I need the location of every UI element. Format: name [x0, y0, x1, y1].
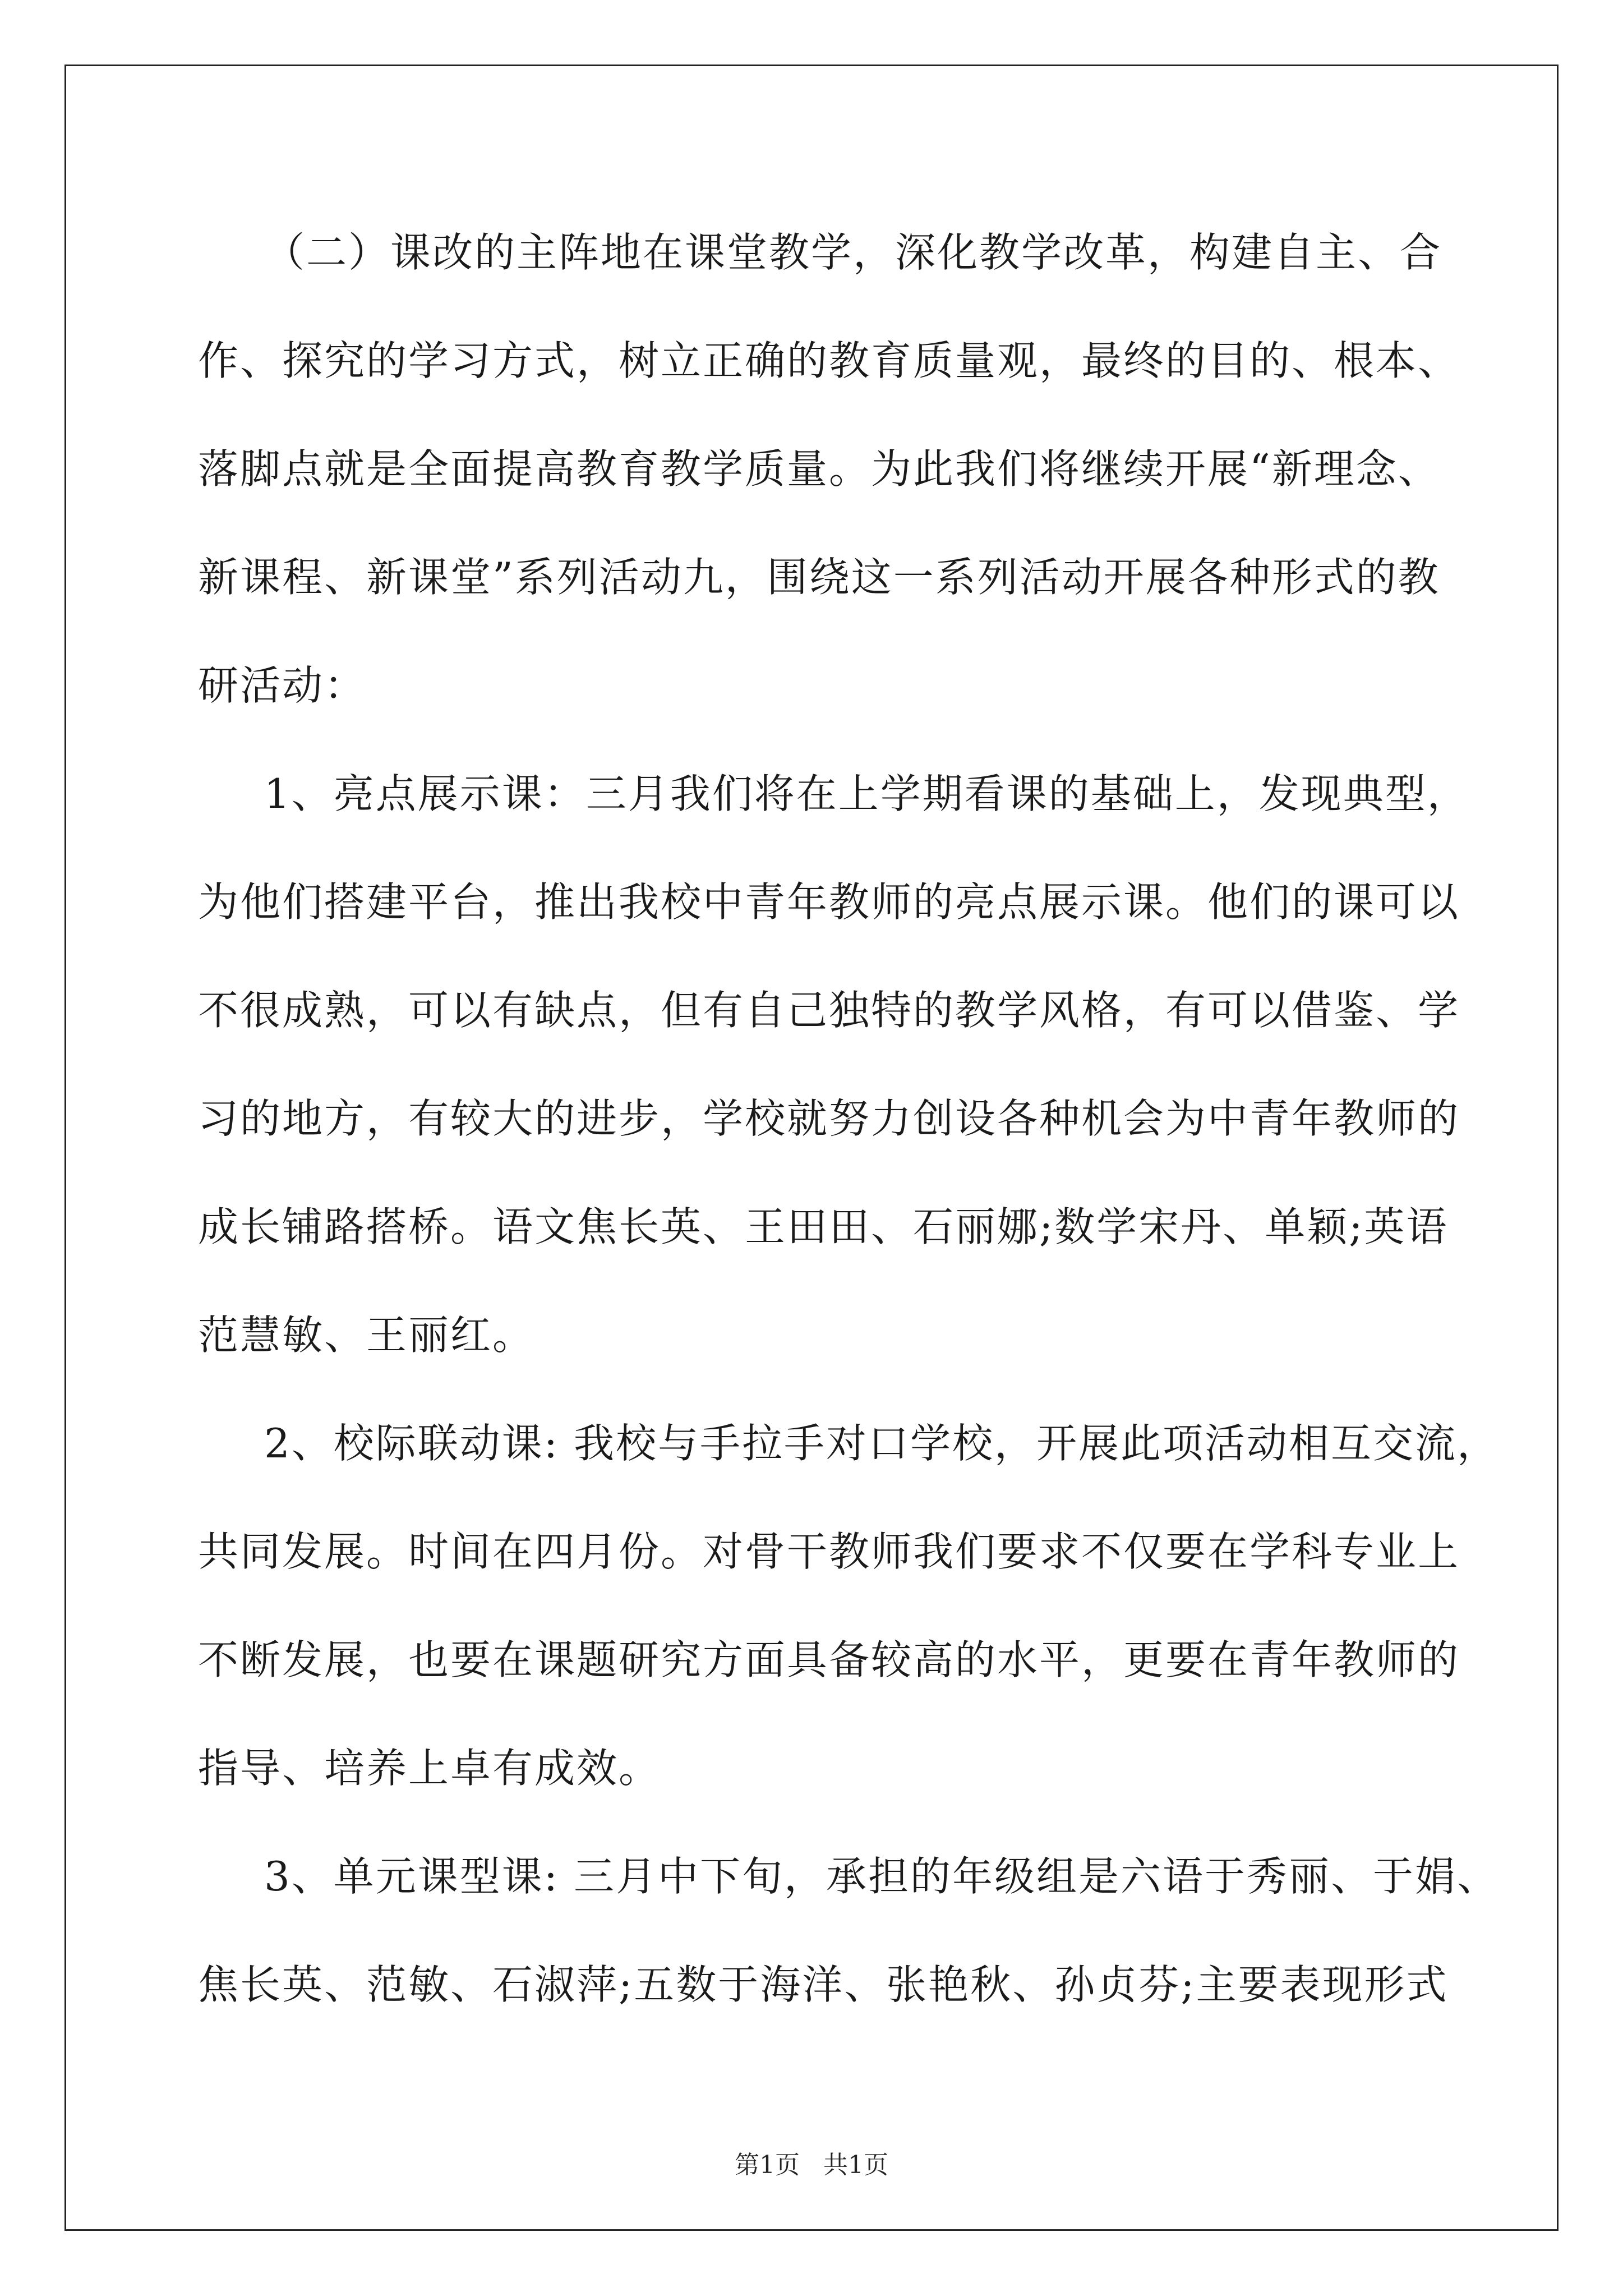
paragraph-2-line-4: 习的地方，有较大的进步，学校就努力创设各种机会为中青年教师的 [198, 1095, 1460, 1142]
paragraph-1-line-3: 落脚点就是全面提高教育教学质量。为此我们将继续开展“新理念、 [198, 445, 1440, 493]
paragraph-3-line-1: 2、校际联动课: 我校与手拉手对口学校，开展此项活动相互交流， [264, 1420, 1499, 1467]
paragraph-1-line-1: （二）课改的主阵地在课堂教学，深化教学改革，构建自主、合 [264, 229, 1442, 276]
paragraph-3-line-4: 指导、培养上卓有成效。 [198, 1745, 661, 1792]
paragraph-4-line-2: 焦长英、范敏、石淑萍;五数于海洋、张艳秋、孙贞芬;主要表现形式 [198, 1961, 1449, 2008]
paragraph-3-line-3: 不断发展，也要在课题研究方面具备较高的水平，更要在青年教师的 [198, 1636, 1460, 1683]
paragraph-4-line-1: 3、单元课型课: 三月中下旬，承担的年级组是六语于秀丽、于娟、 [264, 1853, 1499, 1900]
paragraph-2-line-5: 成长铺路搭桥。语文焦长英、王田田、石丽娜;数学宋丹、单颖;英语 [198, 1203, 1449, 1250]
paragraph-3-line-2: 共同发展。时间在四月份。对骨干教师我们要求不仅要在学科专业上 [198, 1528, 1460, 1575]
paragraph-2-line-2: 为他们搭建平台，推出我校中青年教师的亮点展示课。他们的课可以 [198, 878, 1460, 926]
paragraph-1-line-4: 新课程、新课堂”系列活动九，围绕这一系列活动开展各种形式的教 [198, 554, 1440, 601]
page-footer [0, 2148, 1623, 2182]
paragraph-1-line-2: 作、探究的学习方式，树立正确的教育质量观，最终的目的、根本、 [198, 337, 1460, 384]
paragraph-2-line-1: 1、亮点展示课：三月我们将在上学期看课的基础上，发现典型， [264, 770, 1469, 817]
document-body [198, 213, 1499, 2054]
page-total: 共1页 [823, 2151, 888, 2179]
paragraph-1-line-5: 研活动： [198, 662, 367, 709]
page-number: 第1页 [735, 2151, 800, 2179]
paragraph-2-line-3: 不很成熟，可以有缺点，但有自己独特的教学风格，有可以借鉴、学 [198, 987, 1460, 1034]
paragraph-2-line-6: 范慧敏、王丽红。 [198, 1312, 535, 1359]
